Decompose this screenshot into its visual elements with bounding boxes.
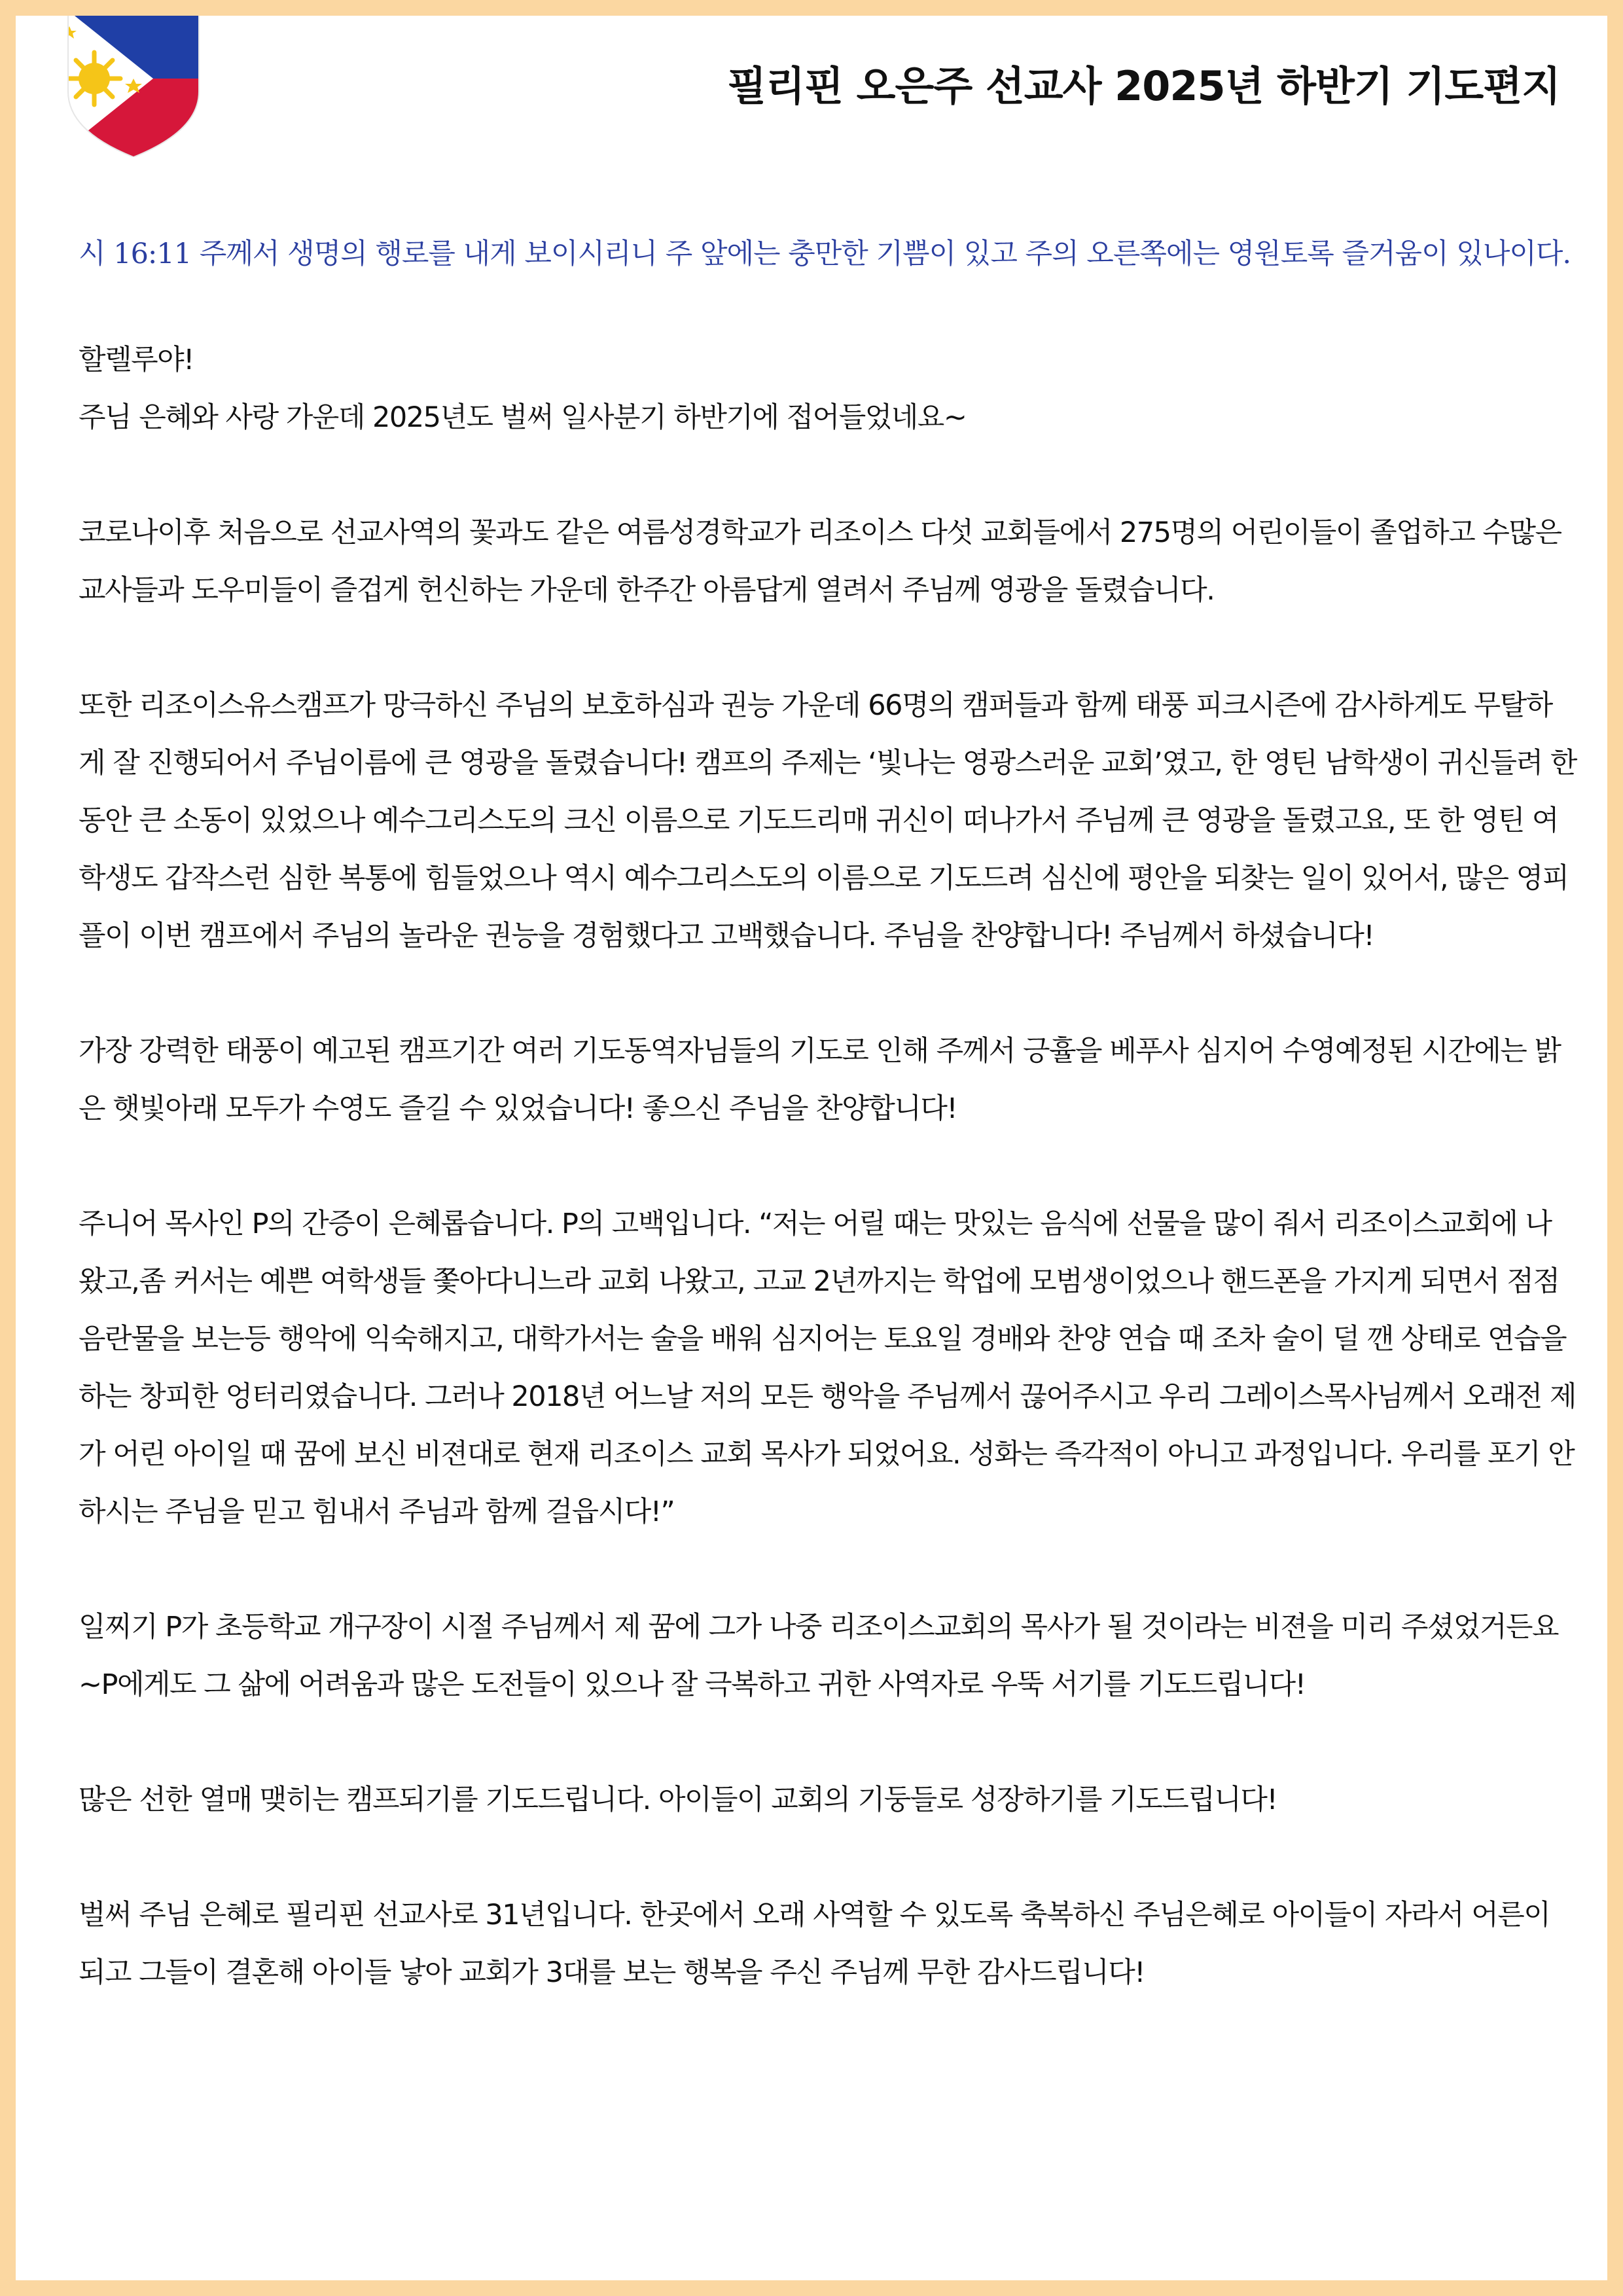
- paragraph-typhoon: 가장 강력한 태풍이 예고된 캠프기간 여러 기도동역자님들의 기도로 인해 주께서 긍휼을 베푸사 심지어 수영예정된 시간에는 밝은 햇빛아래 모두가 수영도 즐길 수 있었습니다! 좋으신 주님을 찬양합니다!: [79, 1035, 1561, 1125]
- paragraph-vbs: 코로나이후 처음으로 선교사역의 꽃과도 같은 여름성경학교가 리조이스 다섯 교회들에서 275명의 어린이들이 졸업하고 수많은 교사들과 도우미들이 즐겁게 헌신하는 가운데 한주간 아름답게 열려서 주님께 영광을 돌렸습니다.: [79, 516, 1561, 607]
- paragraph-prayer: 많은 선한 열매 맺히는 캠프되기를 기도드립니다. 아이들이 교회의 기둥들로 성장하기를 기도드립니다!: [79, 1784, 1277, 1816]
- letter-page: [16, 16, 1607, 2280]
- greeting-line-2: 주님 은혜와 사랑 가운데 2025년도 벌써 일사분기 하반기에 접어들었네요~: [79, 401, 967, 434]
- greeting-line-1: 할렐루야!: [79, 344, 194, 376]
- page-title: 필리핀 오은주 선교사 2025년 하반기 기도편지: [727, 62, 1560, 110]
- paragraph-testimony: 주니어 목사인 P의 간증이 은혜롭습니다. P의 고백입니다. “저는 어릴 때는 맛있는 음식에 선물을 많이 줘서 리조이스교회에 나왔고,좀 커서는 예쁜 여학생들 쫓아다니느라 교회 나왔고, 고교 2년까지는 학업에 모범생이었으나 핸드폰을 가지게 되면서 점점 음란물을 보는등 행악에 익숙해지고, 대학가서는 술을 배워 심지어는 토요일 경배와 찬양 연습 때 조차 술이 덜 깬 상태로 연습을 하는 창피한 엉터리였습니다. 그러나 2018년 어느날 저의 모든 행악을 주님께서 끊어주시고 우리 그레이스목사님께서 오래전 제가 어린 아이일 때 꿈에 보신 비젼대로 현재 리조이스 교회 목사가 되었어요. 성화는 즉각적이 아니고 과정입니다. 우리를 포기 안하시는 주님을 믿고 힘내서 주님과 함께 걸읍시다!”: [79, 1208, 1576, 1528]
- paragraph-thanks: 벌써 주님 은혜로 필리핀 선교사로 31년입니다. 한곳에서 오래 사역할 수 있도록 축복하신 주님은혜로 아이들이 자라서 어른이 되고 그들이 결혼해 아이들 낳아 교회가 3대를 보는 행복을 주신 주님께 무한 감사드립니다!: [79, 1899, 1550, 1989]
- paragraph-youth-camp: 또한 리조이스유스캠프가 망극하신 주님의 보호하심과 권능 가운데 66명의 캠퍼들과 함께 태풍 피크시즌에 감사하게도 무탈하게 잘 진행되어서 주님이름에 큰 영광을 돌렸습니다! 캠프의 주제는 ‘빛나는 영광스러운 교회’였고, 한 영틴 남학생이 귀신들려 한동안 큰 소동이 있었으나 예수그리스도의 크신 이름으로 기도드리매 귀신이 떠나가서 주님께 큰 영광을 돌렸고요, 또 한 영틴 여학생도 갑작스런 심한 복통에 힘들었으나 역시 예수그리스도의 이름으로 기도드려 심신에 평안을 되찾는 일이 있어서, 많은 영피플이 이번 캠프에서 주님의 놀라운 권능을 경험했다고 고백했습니다. 주님을 찬양합니다! 주님께서 하셨습니다!: [79, 689, 1577, 952]
- greeting: [79, 331, 1577, 446]
- philippine-flag-shield-icon: [55, 16, 212, 157]
- paragraph-vision: 일찌기 P가 초등학교 개구장이 시절 주님께서 제 꿈에 그가 나중 리조이스교회의 목사가 될 것이라는 비젼을 미리 주셨었거든요~P에게도 그 삶에 어려움과 많은 도전들이 있으나 잘 극복하고 귀한 사역자로 우뚝 서기를 기도드립니다!: [79, 1611, 1559, 1701]
- bible-verse: 시 16:11 주께서 생명의 행로를 내게 보이시리니 주 앞에는 충만한 기쁨이 있고 주의 오른쪽에는 영원토록 즐거움이 있나이다.: [79, 238, 1571, 270]
- letter-body: [79, 224, 1577, 2059]
